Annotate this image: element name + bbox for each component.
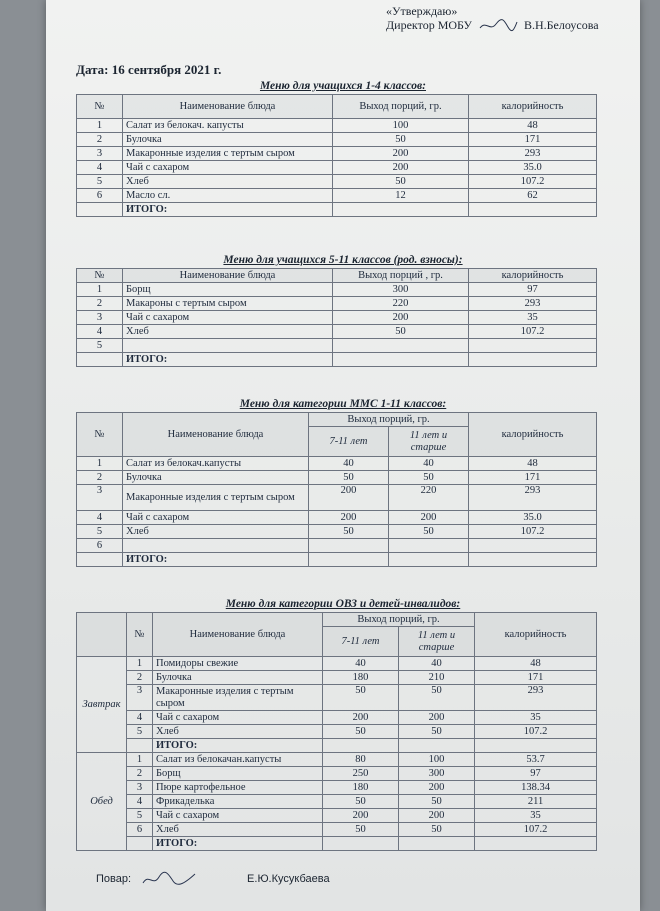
col-portion: Выход порций, гр. xyxy=(323,613,475,627)
calories-value: 107.2 xyxy=(475,725,597,739)
portion-value: 50 xyxy=(333,133,469,147)
col-name: Наименование блюда xyxy=(123,413,309,457)
table-row xyxy=(77,511,597,525)
dish-name: Чай с сахаром xyxy=(123,511,309,525)
calories-value: 48 xyxy=(469,457,597,471)
dish-name: Чай с сахаром xyxy=(153,711,323,725)
portion-value: 200 xyxy=(333,161,469,175)
portion-7-11 xyxy=(309,553,389,567)
row-num: 2 xyxy=(127,767,153,781)
table-row xyxy=(77,753,597,767)
portion-7-11: 40 xyxy=(309,457,389,471)
portion-7-11: 250 xyxy=(323,767,399,781)
table-row xyxy=(77,189,597,203)
calories-value: 293 xyxy=(475,685,597,711)
portion-11-plus: 50 xyxy=(399,685,475,711)
dish-name: Макароны с тертым сыром xyxy=(123,297,333,311)
document-sheet xyxy=(46,0,640,911)
approval-title: «Утверждаю» xyxy=(386,4,458,18)
table-row xyxy=(77,325,597,339)
total-label: ИТОГО: xyxy=(123,203,333,217)
portion-11-plus xyxy=(389,553,469,567)
row-num: 2 xyxy=(77,471,123,485)
calories-value: 107.2 xyxy=(469,325,597,339)
calories-value: 35 xyxy=(475,711,597,725)
portion-value: 12 xyxy=(333,189,469,203)
calories-value xyxy=(469,539,597,553)
calories-value xyxy=(469,553,597,567)
table-row xyxy=(77,485,597,511)
row-num: 2 xyxy=(127,671,153,685)
portion-value xyxy=(333,339,469,353)
table-row xyxy=(77,311,597,325)
dish-name: Макаронные изделия с тертым сыром xyxy=(153,685,323,711)
table-row xyxy=(77,657,597,671)
col-portion: Выход порций, гр. xyxy=(333,95,469,119)
dish-name: Хлеб xyxy=(123,325,333,339)
calories-value: 35 xyxy=(469,311,597,325)
portion-7-11: 80 xyxy=(323,753,399,767)
portion-11-plus: 50 xyxy=(399,795,475,809)
table-row xyxy=(77,175,597,189)
row-num: 5 xyxy=(77,525,123,539)
dish-name xyxy=(123,339,333,353)
portion-11-plus: 40 xyxy=(389,457,469,471)
col-name: Наименование блюда xyxy=(153,613,323,657)
calories-value: 107.2 xyxy=(469,525,597,539)
dish-name: Масло сл. xyxy=(123,189,333,203)
calories-value: 48 xyxy=(469,119,597,133)
calories-value: 107.2 xyxy=(469,175,597,189)
row-num: 6 xyxy=(77,189,123,203)
dish-name: Пюре картофельное xyxy=(153,781,323,795)
row-num: 4 xyxy=(77,511,123,525)
calories-value: 293 xyxy=(469,485,597,511)
row-num: 1 xyxy=(127,657,153,671)
cook-name: Е.Ю.Кусукбаева xyxy=(247,873,330,885)
dish-name: Макаронные изделия с тертым сыром xyxy=(123,147,333,161)
menu2-table xyxy=(76,268,597,367)
calories-value: 211 xyxy=(475,795,597,809)
row-num: 3 xyxy=(77,485,123,511)
portion-7-11: 50 xyxy=(323,685,399,711)
menu3-caption: Меню для категории ММС 1-11 классов: xyxy=(239,398,447,410)
col-num: № xyxy=(77,95,123,119)
table-row xyxy=(77,781,597,795)
meal-col-header xyxy=(77,613,127,657)
portion-7-11 xyxy=(323,837,399,851)
portion-7-11: 200 xyxy=(309,485,389,511)
row-num: 4 xyxy=(127,711,153,725)
dish-name: Булочка xyxy=(123,133,333,147)
row-num: 3 xyxy=(77,311,123,325)
menu4-caption: Меню для категории ОВЗ и детей-инвалидов: xyxy=(225,598,461,610)
col-calories: калорийность xyxy=(469,413,597,457)
total-label: ИТОГО: xyxy=(153,837,323,851)
row-num: 4 xyxy=(77,161,123,175)
portion-11-plus: 200 xyxy=(389,511,469,525)
calories-value: 171 xyxy=(475,671,597,685)
portion-11-plus xyxy=(399,837,475,851)
table-row xyxy=(77,539,597,553)
table-row xyxy=(77,685,597,711)
portion-7-11: 50 xyxy=(323,725,399,739)
portion-11-plus: 50 xyxy=(389,525,469,539)
row-num: 5 xyxy=(77,175,123,189)
portion-value: 200 xyxy=(333,147,469,161)
row-num: 3 xyxy=(127,685,153,711)
dish-name: Борщ xyxy=(123,283,333,297)
calories-value: 171 xyxy=(469,471,597,485)
portion-value: 50 xyxy=(333,175,469,189)
portion-value: 220 xyxy=(333,297,469,311)
row-num: 3 xyxy=(127,781,153,795)
total-label: ИТОГО: xyxy=(153,739,323,753)
director-label: Директор МОБУ xyxy=(386,18,472,32)
portion-11-plus: 50 xyxy=(399,725,475,739)
portion-7-11 xyxy=(323,739,399,753)
table-row xyxy=(77,711,597,725)
portion-7-11: 200 xyxy=(323,711,399,725)
menu4-table xyxy=(76,612,597,851)
table-row xyxy=(77,283,597,297)
menu1-caption: Меню для учащихся 1-4 классов: xyxy=(259,80,426,92)
calories-value: 62 xyxy=(469,189,597,203)
total-label: ИТОГО: xyxy=(123,553,309,567)
portion-7-11: 50 xyxy=(323,823,399,837)
portion-11-plus: 210 xyxy=(399,671,475,685)
row-num: 2 xyxy=(77,133,123,147)
menu2-header xyxy=(77,269,597,283)
total-row xyxy=(77,553,597,567)
menu-date: Дата: 16 сентября 2021 г. xyxy=(76,62,222,77)
row-num: 1 xyxy=(77,119,123,133)
portion-11-plus: 50 xyxy=(399,823,475,837)
dish-name: Салат из белокачан.капусты xyxy=(153,753,323,767)
portion-11-plus: 50 xyxy=(389,471,469,485)
col-calories: калорийность xyxy=(469,95,597,119)
dish-name: Фрикаделька xyxy=(153,795,323,809)
director-signature xyxy=(478,18,518,32)
portion-7-11: 180 xyxy=(323,671,399,685)
table-row xyxy=(77,297,597,311)
calories-value: 53.7 xyxy=(475,753,597,767)
menu3-table xyxy=(76,412,597,567)
row-num xyxy=(127,739,153,753)
col-name: Наименование блюда xyxy=(123,95,333,119)
row-num xyxy=(77,553,123,567)
portion-value xyxy=(333,203,469,217)
lunch-label: Обед xyxy=(77,753,127,851)
dish-name: Борщ xyxy=(153,767,323,781)
calories-value: 171 xyxy=(469,133,597,147)
director-line xyxy=(386,18,599,32)
row-num: 1 xyxy=(77,457,123,471)
portion-11-plus: 200 xyxy=(399,711,475,725)
portion-value: 100 xyxy=(333,119,469,133)
portion-value: 50 xyxy=(333,325,469,339)
dish-name: Помидоры свежие xyxy=(153,657,323,671)
dish-name: Булочка xyxy=(123,471,309,485)
portion-11-plus xyxy=(399,739,475,753)
portion-value: 300 xyxy=(333,283,469,297)
portion-7-11: 50 xyxy=(323,795,399,809)
dish-name: Салат из белокач. капусты xyxy=(123,119,333,133)
footer xyxy=(96,871,330,887)
calories-value xyxy=(475,837,597,851)
calories-value: 35.0 xyxy=(469,511,597,525)
calories-value: 97 xyxy=(475,767,597,781)
col-age-11-plus: 11 лет и старше xyxy=(389,427,469,457)
table-row xyxy=(77,823,597,837)
col-age-11-plus: 11 лет и старше xyxy=(399,627,475,657)
approval-block xyxy=(386,4,599,32)
col-calories: калорийность xyxy=(475,613,597,657)
row-num: 2 xyxy=(77,297,123,311)
dish-name: Чай с сахаром xyxy=(123,161,333,175)
dish-name: Булочка xyxy=(153,671,323,685)
calories-value: 107.2 xyxy=(475,823,597,837)
calories-value xyxy=(469,353,597,367)
calories-value: 35 xyxy=(475,809,597,823)
col-num: № xyxy=(77,413,123,457)
menu1-table xyxy=(76,94,597,217)
row-num: 3 xyxy=(77,147,123,161)
table-row xyxy=(77,525,597,539)
portion-11-plus: 40 xyxy=(399,657,475,671)
menu3-header-top xyxy=(77,413,597,427)
portion-11-plus: 300 xyxy=(399,767,475,781)
cook-label: Повар: xyxy=(96,873,132,885)
portion-7-11: 200 xyxy=(323,809,399,823)
portion-7-11: 180 xyxy=(323,781,399,795)
calories-value xyxy=(469,203,597,217)
col-portion: Выход порций , гр. xyxy=(333,269,469,283)
portion-value: 200 xyxy=(333,311,469,325)
row-num: 5 xyxy=(127,725,153,739)
dish-name: Хлеб xyxy=(123,525,309,539)
col-num: № xyxy=(77,269,123,283)
table-row xyxy=(77,457,597,471)
dish-name: Хлеб xyxy=(123,175,333,189)
row-num: 1 xyxy=(127,753,153,767)
total-row xyxy=(77,837,597,851)
table-row xyxy=(77,133,597,147)
row-num xyxy=(77,353,123,367)
calories-value xyxy=(475,739,597,753)
portion-7-11: 200 xyxy=(309,511,389,525)
dish-name xyxy=(123,539,309,553)
menu2-caption: Меню для учащихся 5-11 классов (род. взносы): xyxy=(223,254,463,266)
calories-value: 48 xyxy=(475,657,597,671)
total-row xyxy=(77,203,597,217)
row-num xyxy=(127,837,153,851)
col-name: Наименование блюда xyxy=(123,269,333,283)
table-row xyxy=(77,339,597,353)
row-num: 6 xyxy=(77,539,123,553)
portion-7-11: 40 xyxy=(323,657,399,671)
row-num: 4 xyxy=(127,795,153,809)
table-row xyxy=(77,161,597,175)
cook-signature xyxy=(139,871,199,887)
row-num xyxy=(77,203,123,217)
dish-name: Салат из белокач.капусты xyxy=(123,457,309,471)
total-row xyxy=(77,739,597,753)
dish-name: Чай с сахаром xyxy=(153,809,323,823)
row-num: 5 xyxy=(127,809,153,823)
menu1-header xyxy=(77,95,597,119)
calories-value: 35.0 xyxy=(469,161,597,175)
calories-value: 138.34 xyxy=(475,781,597,795)
table-row xyxy=(77,671,597,685)
table-row xyxy=(77,767,597,781)
portion-7-11: 50 xyxy=(309,471,389,485)
dish-name: Хлеб xyxy=(153,823,323,837)
portion-11-plus: 100 xyxy=(399,753,475,767)
total-label: ИТОГО: xyxy=(123,353,333,367)
dish-name: Хлеб xyxy=(153,725,323,739)
table-row xyxy=(77,795,597,809)
table-row xyxy=(77,809,597,823)
portion-11-plus xyxy=(389,539,469,553)
dish-name: Чай с сахаром xyxy=(123,311,333,325)
calories-value: 293 xyxy=(469,297,597,311)
portion-7-11: 50 xyxy=(309,525,389,539)
col-num: № xyxy=(127,613,153,657)
director-name: В.Н.Белоусова xyxy=(524,18,599,32)
table-row xyxy=(77,725,597,739)
total-row xyxy=(77,353,597,367)
calories-value: 97 xyxy=(469,283,597,297)
menu4-header-top xyxy=(77,613,597,627)
portion-11-plus: 200 xyxy=(399,809,475,823)
portion-11-plus: 220 xyxy=(389,485,469,511)
portion-11-plus: 200 xyxy=(399,781,475,795)
table-row xyxy=(77,147,597,161)
col-age-7-11: 7-11 лет xyxy=(323,627,399,657)
row-num: 6 xyxy=(127,823,153,837)
col-portion: Выход порций, гр. xyxy=(309,413,469,427)
col-age-7-11: 7-11 лет xyxy=(309,427,389,457)
calories-value xyxy=(469,339,597,353)
portion-value xyxy=(333,353,469,367)
row-num: 5 xyxy=(77,339,123,353)
row-num: 4 xyxy=(77,325,123,339)
breakfast-label: Завтрак xyxy=(77,657,127,753)
table-row xyxy=(77,119,597,133)
table-row xyxy=(77,471,597,485)
calories-value: 293 xyxy=(469,147,597,161)
col-calories: калорийность xyxy=(469,269,597,283)
row-num: 1 xyxy=(77,283,123,297)
dish-name: Макаронные изделия с тертым сыром xyxy=(123,485,309,511)
portion-7-11 xyxy=(309,539,389,553)
